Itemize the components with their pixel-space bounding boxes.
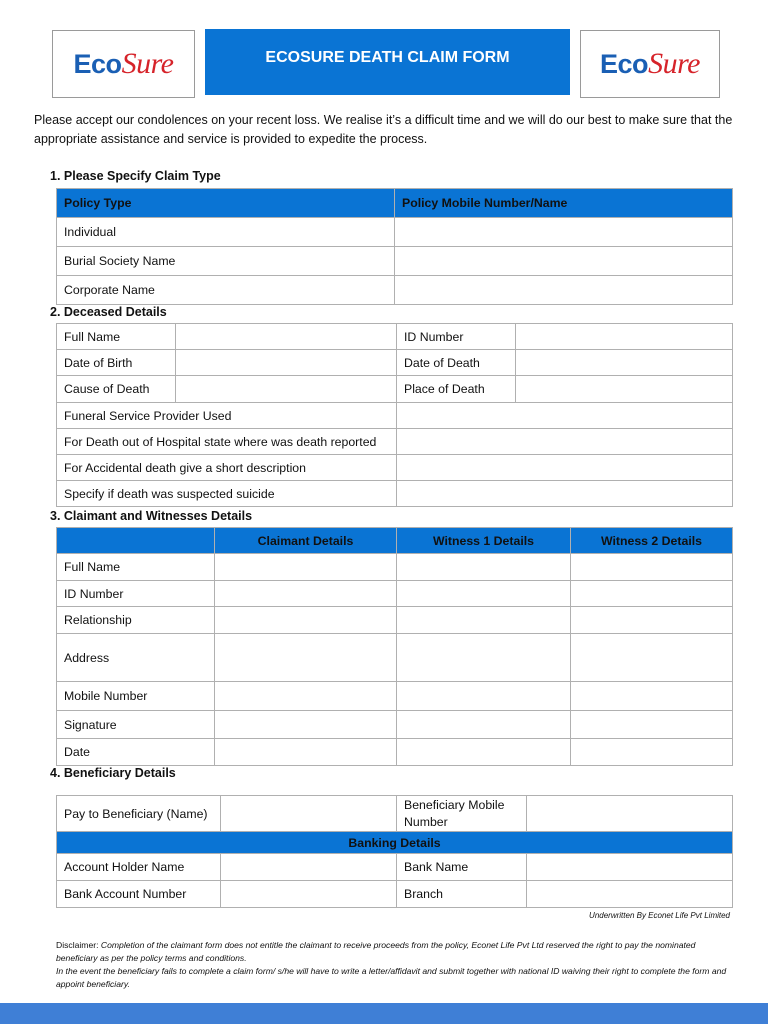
id-number-field[interactable] [516,324,733,350]
table-row [57,711,733,739]
death-reported-field[interactable] [397,429,733,455]
col-header-witness-1: Witness 1 Details [397,528,571,554]
table-row [57,324,733,350]
date-of-birth-field[interactable] [176,350,397,376]
row-label: Date of Death [397,350,516,376]
account-number-field[interactable] [221,881,397,908]
page-title: ECOSURE DEATH CLAIM FORM [265,49,510,66]
policy-number-field[interactable] [395,218,733,247]
table-row [57,554,733,581]
row-label: Place of Death [397,376,516,403]
table-row [57,455,733,481]
row-label: Individual [57,218,395,247]
table-row [57,429,733,455]
witness2-field[interactable] [571,682,733,711]
table-row [57,854,733,881]
deceased-details-table [56,323,733,507]
row-label: Date [57,739,215,766]
suicide-field[interactable] [397,481,733,507]
row-label: Beneficiary Mobile Number [397,796,527,832]
row-label: For Death out of Hospital state where was death reported [57,429,397,455]
table-row [57,247,733,276]
disclaimer-text-2: In the event the beneficiary fails to complete a claim form/ s/he will have to write a letter/affidavit and submit together with national ID waiving their right to complete the form and appoint beneficiary. [56,966,727,989]
witness1-field[interactable] [397,739,571,766]
table-row [57,581,733,607]
disclaimer-label: Disclaimer: [56,940,99,950]
section1-heading: 1. Please Specify Claim Type [50,169,221,183]
disclaimer [56,939,732,991]
accident-description-field[interactable] [397,455,733,481]
row-label: ID Number [397,324,516,350]
section3-heading: 3. Claimant and Witnesses Details [50,509,253,523]
intro-text: Please accept our condolences on your recent loss. We realise it’s a difficult time and we will do our best to make sure that the appropriate assistance and service is provided to expedite the process. [34,113,733,146]
witness1-field[interactable] [397,711,571,739]
section2-heading: 2. Deceased Details [50,305,167,319]
logo-sure-text: Sure [121,47,174,80]
logo-sure-text: Sure [648,47,700,80]
row-label: Specify if death was suspected suicide [57,481,397,507]
row-label: Cause of Death [57,376,176,403]
row-label: Signature [57,711,215,739]
witness1-field[interactable] [397,581,571,607]
row-label: Burial Society Name [57,247,395,276]
page-title-banner [205,29,570,95]
witness2-field[interactable] [571,634,733,682]
row-label: Relationship [57,607,215,634]
row-label: Branch [397,881,527,908]
branch-field[interactable] [527,881,733,908]
witness2-field[interactable] [571,739,733,766]
claimant-field[interactable] [215,581,397,607]
table-row [57,403,733,429]
date-of-death-field[interactable] [516,350,733,376]
col-header-blank [57,528,215,554]
col-header-claimant: Claimant Details [215,528,397,554]
table-row [57,796,733,832]
witness1-field[interactable] [397,607,571,634]
banking-details-header: Banking Details [57,832,733,854]
footer-bar [0,1003,768,1024]
funeral-provider-field[interactable] [397,403,733,429]
beneficiary-name-field[interactable] [221,796,397,832]
underwritten-note: Underwritten By Econet Life Pvt Limited [589,911,730,920]
witness2-field[interactable] [571,554,733,581]
row-label: Date of Birth [57,350,176,376]
row-label: ID Number [57,581,215,607]
logo-left [52,30,195,98]
row-label: Pay to Beneficiary (Name) [57,796,221,832]
table-row [57,218,733,247]
table-row [57,682,733,711]
full-name-field[interactable] [176,324,397,350]
beneficiary-mobile-field[interactable] [527,796,733,832]
row-label: Address [57,634,215,682]
table-row [57,276,733,305]
row-label: Account Holder Name [57,854,221,881]
claimant-field[interactable] [215,711,397,739]
witness1-field[interactable] [397,554,571,581]
table-row [57,634,733,682]
col-header-policy-type: Policy Type [57,189,395,218]
bank-name-field[interactable] [527,854,733,881]
section4-heading: 4. Beneficiary Details [50,766,176,780]
policy-number-field[interactable] [395,276,733,305]
logo-eco-text: Eco [73,49,122,79]
place-of-death-field[interactable] [516,376,733,403]
claimant-field[interactable] [215,607,397,634]
table-row [57,350,733,376]
row-label: Funeral Service Provider Used [57,403,397,429]
col-header-policy-mobile: Policy Mobile Number/Name [395,189,733,218]
row-label: Corporate Name [57,276,395,305]
cause-of-death-field[interactable] [176,376,397,403]
disclaimer-text-1: Completion of the claimant form does not entitle the claimant to receive proceeds from the policy, Econet Life Pvt Ltd reserved the right to pay the nominated beneficiary as per the policy terms and conditions. [56,940,696,963]
col-header-witness-2: Witness 2 Details [571,528,733,554]
logo-right [580,30,720,98]
table-row [57,881,733,908]
witness2-field[interactable] [571,581,733,607]
witness1-field[interactable] [397,682,571,711]
beneficiary-table [56,795,733,908]
claim-type-table [56,188,733,305]
table-row [57,607,733,634]
policy-number-field[interactable] [395,247,733,276]
logo-eco-text: Eco [600,49,649,79]
row-label: For Accidental death give a short description [57,455,397,481]
claimant-field[interactable] [215,682,397,711]
claimant-field[interactable] [215,554,397,581]
table-row [57,481,733,507]
account-holder-field[interactable] [221,854,397,881]
claimant-field[interactable] [215,634,397,682]
table-row [57,739,733,766]
row-label: Bank Name [397,854,527,881]
witness1-field[interactable] [397,634,571,682]
table-row [57,376,733,403]
claimant-witness-table [56,527,733,766]
witness2-field[interactable] [571,607,733,634]
witness2-field[interactable] [571,711,733,739]
row-label: Bank Account Number [57,881,221,908]
row-label: Mobile Number [57,682,215,711]
claimant-field[interactable] [215,739,397,766]
row-label: Full Name [57,554,215,581]
row-label: Full Name [57,324,176,350]
